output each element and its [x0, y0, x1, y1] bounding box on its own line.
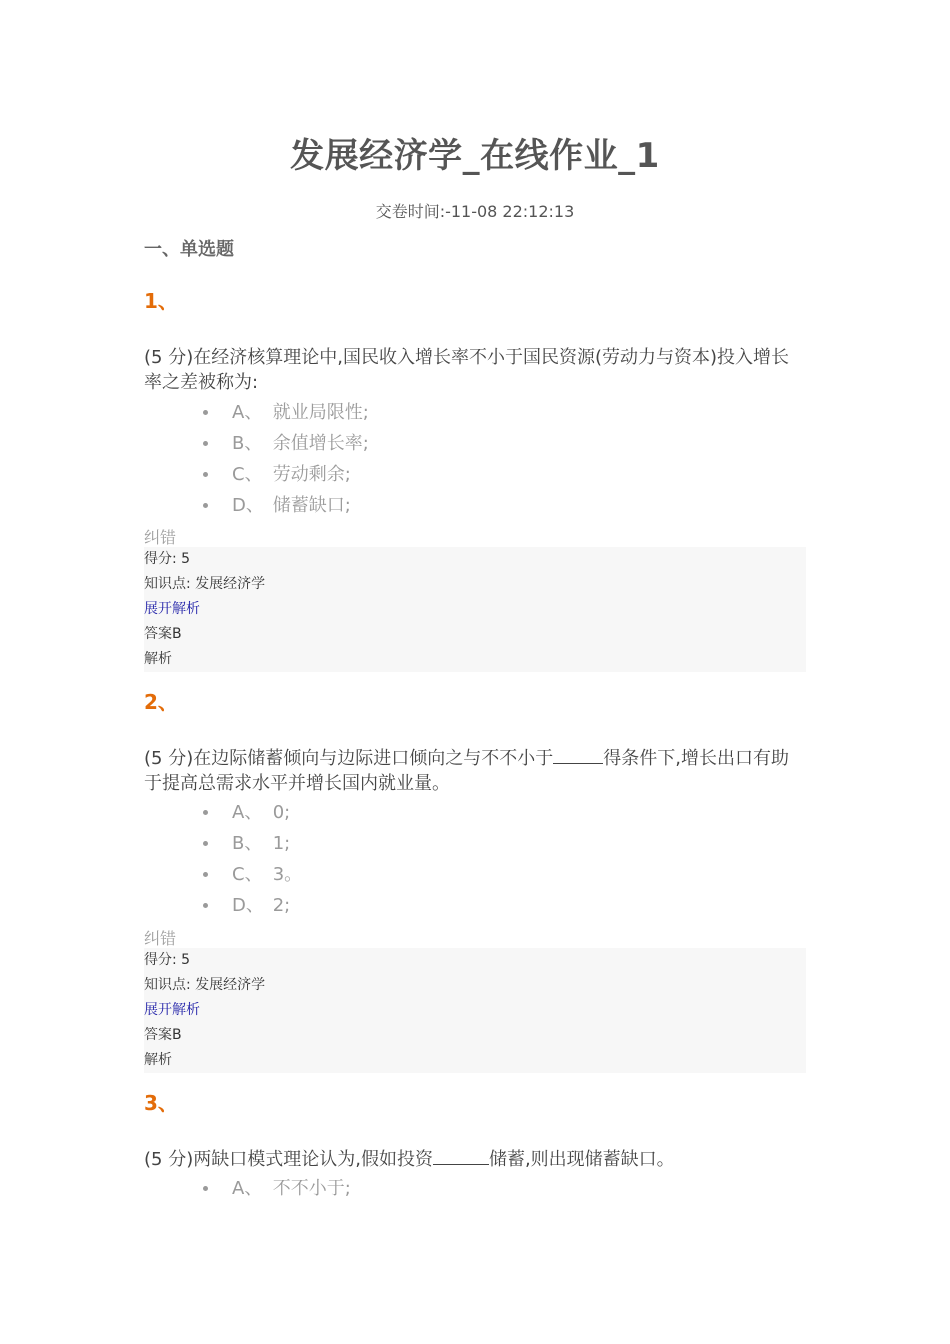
question-text-part: (5 分)两缺口模式理论认为,假如投资: [144, 1149, 433, 1170]
option-text: 3。: [272, 864, 303, 885]
option-letter: A、: [232, 802, 263, 823]
option-item[interactable]: [144, 490, 369, 521]
option-item[interactable]: [144, 859, 302, 890]
question-number: 1、: [144, 289, 178, 313]
answer-text: 答案B: [144, 626, 182, 642]
answer-blank: [553, 745, 603, 764]
question-number: 3、: [144, 1091, 178, 1115]
question-text-part: 得条件下,增长出口有助: [603, 748, 789, 769]
question-text-line: [144, 1146, 806, 1172]
option-item[interactable]: [144, 397, 369, 428]
result-panel: [144, 547, 806, 672]
result-panel: [144, 948, 806, 1073]
option-text: 就业局限性;: [272, 402, 369, 423]
option-item[interactable]: [144, 459, 369, 490]
option-text: 2;: [272, 895, 291, 916]
option-list: [144, 1173, 351, 1204]
question-text-line: (5 分)在经济核算理论中,国民收入增长率不小于国民资源(劳动力与资本)投入增长: [144, 347, 789, 368]
question-text-line: [144, 745, 806, 771]
option-list: [144, 397, 369, 521]
option-letter: A、: [232, 402, 263, 423]
answer-text: 答案B: [144, 1027, 182, 1043]
submit-time: 交卷时间:-11-08 22:12:13: [375, 202, 575, 221]
analysis-label: 解析: [144, 651, 172, 667]
bullet-icon: [203, 841, 208, 846]
question-text-part: (5 分)在边际储蓄倾向与边际进口倾向之与不不小于: [144, 748, 554, 769]
bullet-icon: [203, 441, 208, 446]
question-text: [144, 1146, 806, 1172]
question-text: [144, 345, 806, 395]
option-text: 1;: [272, 833, 291, 854]
option-letter: D、: [232, 495, 264, 516]
option-letter: B、: [232, 433, 263, 454]
bullet-icon: [203, 810, 208, 815]
report-error-link[interactable]: 纠错: [144, 929, 177, 948]
knowledge-point: 知识点: 发展经济学: [144, 576, 266, 592]
question-text-line: 于提高总需求水平并增长国内就业量。: [144, 773, 450, 794]
report-error-link[interactable]: 纠错: [144, 528, 177, 547]
option-item[interactable]: [144, 890, 302, 921]
bullet-icon: [203, 903, 208, 908]
analysis-label: 解析: [144, 1052, 172, 1068]
option-text: 不不小于;: [272, 1178, 351, 1199]
option-text: 储蓄缺口;: [272, 495, 351, 516]
question-text-part: 储蓄,则出现储蓄缺口。: [488, 1149, 675, 1170]
option-text: 0;: [272, 802, 291, 823]
question-number: 2、: [144, 690, 178, 714]
option-item[interactable]: [144, 828, 302, 859]
option-item[interactable]: [144, 797, 302, 828]
bullet-icon: [203, 872, 208, 877]
option-letter: A、: [232, 1178, 263, 1199]
expand-analysis-link[interactable]: 展开解析: [144, 1002, 200, 1018]
bullet-icon: [203, 472, 208, 477]
question-text-line: 率之差被称为:: [144, 372, 259, 393]
option-item[interactable]: [144, 428, 369, 459]
page-title: 发展经济学_在线作业_1: [290, 136, 660, 176]
option-letter: C、: [232, 464, 263, 485]
question-text: [144, 745, 806, 796]
score-text: 得分: 5: [144, 952, 191, 968]
section-heading: 一、单选题: [144, 239, 234, 260]
knowledge-point: 知识点: 发展经济学: [144, 977, 266, 993]
option-list: [144, 797, 302, 921]
bullet-icon: [203, 503, 208, 508]
option-text: 劳动剩余;: [272, 464, 351, 485]
option-item[interactable]: [144, 1173, 351, 1204]
option-text: 余值增长率;: [272, 433, 369, 454]
score-text: 得分: 5: [144, 551, 191, 567]
expand-analysis-link[interactable]: 展开解析: [144, 601, 200, 617]
option-letter: D、: [232, 895, 264, 916]
bullet-icon: [203, 1186, 208, 1191]
option-letter: C、: [232, 864, 263, 885]
bullet-icon: [203, 410, 208, 415]
option-letter: B、: [232, 833, 263, 854]
answer-blank: [433, 1146, 489, 1165]
